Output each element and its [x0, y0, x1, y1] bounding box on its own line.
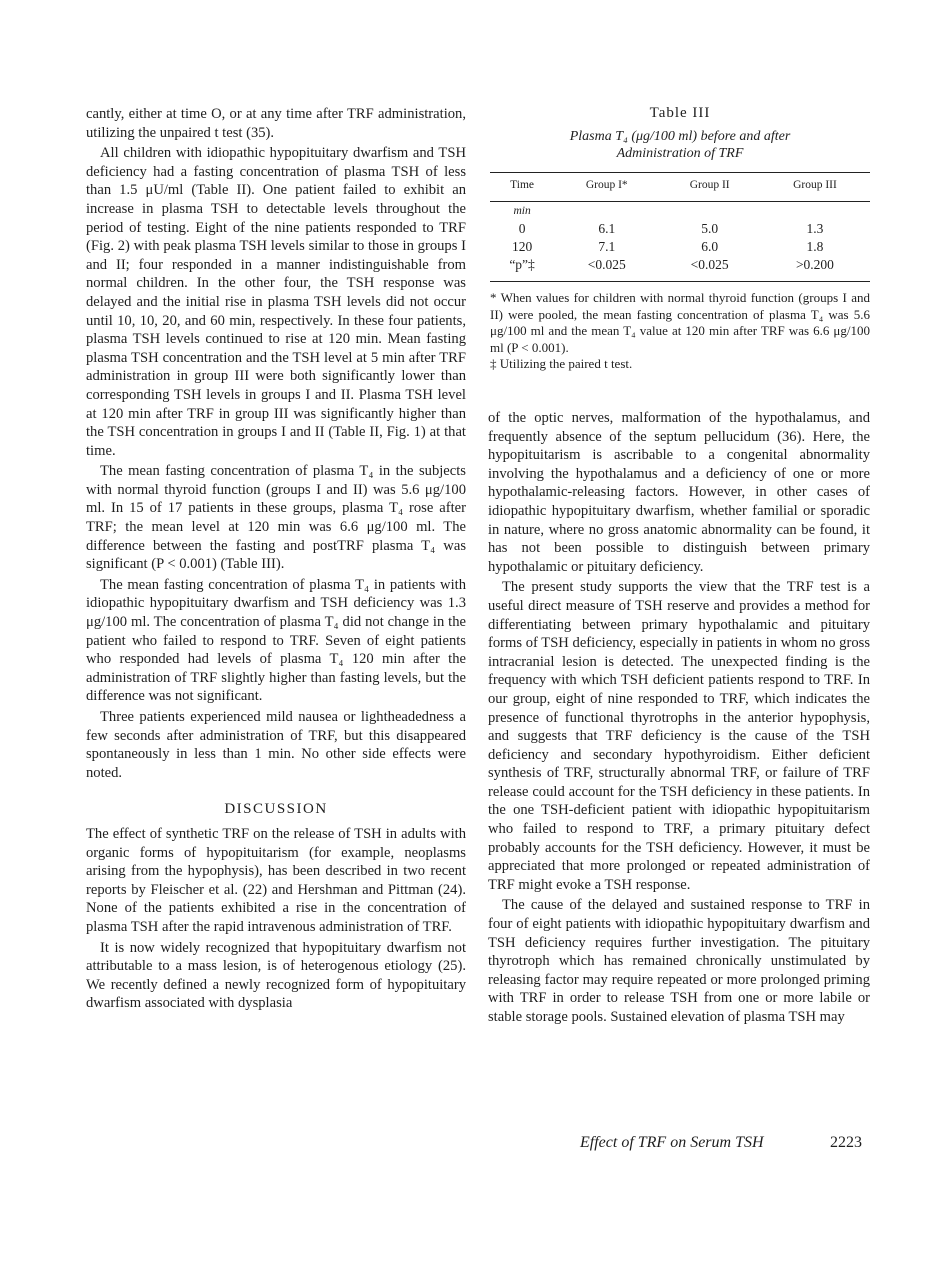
paragraph: The present study supports the view that the TRF test is a useful direct measure of TSH reserve and provides a method for differentiating between primary hypothalamic and pituitary forms of TSH deficiency, especially in patients in whom no gross intracranial lesion is detected. The unexpected finding is the frequency with which TSH deficient patients respond to TRF. In our group, eight of nine responded to TRF, which indicates the presence of functional thyrotrophs in the anterior hypophysis, and suggests that TRF deficiency is the cause of the TSH deficiency and secondary hypothyroidism. Either deficient synthesis of TRF, structurally abnormal TRF, or failure of TRF release could account for the TSH deficiency in these patients. In the one TSH-deficient patient with idiopathic hypopituitarism who failed to respond to TRF, a primary pituitary defect probably accounts for the TSH deficiency. However, it must be appreciated that more prolonged or repeated administration of TRF might evoke a TSH response. [488, 579, 870, 893]
table-cell: “p”‡ [490, 256, 554, 282]
data-table [490, 172, 870, 282]
table-row [490, 202, 870, 221]
column-header: Group III [760, 173, 870, 202]
table-cell: <0.025 [554, 256, 659, 282]
table-cell: 0 [518, 221, 526, 236]
paragraph: Three patients experienced mild nausea or lightheadedness a few seconds after administration of TRF, but this disappeared spontaneously in less than 1 min. No other side effects were noted. [86, 709, 466, 781]
page-number: 2223 [830, 1134, 862, 1151]
left-column [86, 105, 466, 1013]
column-header: Group II [659, 173, 759, 202]
paragraph: It is now widely recognized that hypopituitary dwarfism not attributable to a mass lesion, is of heterogenous etiology (25). We recently defined a newly recognized form of hypopituitary dwarfism associated with dysplasia [86, 939, 466, 1012]
paragraph: of the optic nerves, malformation of the hypothalamus, and frequently absence of the septum pellucidum (36). Here, the hypopituitarism is ascribable to a congenital abnormality involving the hypothalamus and a deficiency of one or more hypothalamic-releasing factors. However, in other cases of idiopathic hypopituitary dwarfism, whether familial or sporadic in nature, where no gross anatomic abnormality can be found, it has not been possible to distinguish between primary hypothalamic or pituitary deficiency. [488, 410, 870, 575]
table-row [490, 238, 870, 256]
table-caption-line1: Plasma T₄ (μg/100 ml) before and after [569, 129, 791, 144]
table-row [490, 220, 870, 238]
table-footnote: * When values for children with normal thyroid function (groups I and II) were pooled, the mean fasting concentration of plasma T₄ was 5.6 μg/100 ml and the mean T₄ value at 120 min after TRF was 6.6 μg/100 ml (P < 0.001). [490, 290, 870, 355]
table-caption-line2: Administration of TRF [616, 146, 744, 161]
paragraph: cantly, either at time O, or at any time after TRF administration, utilizing the unpaired t test (35). [86, 106, 466, 141]
paragraph: All children with idiopathic hypopituitary dwarfism and TSH deficiency had a fasting concentration of plasma TSH of less than 1.5 μU/ml (Table II). One patient failed to exhibit an increase in plasma TSH to detectable levels throughout the period of testing. Eight of the nine patients responded to TRF (Fig. 2) with peak plasma TSH levels similar to those in groups I and II; four responded in a manner indistinguishable from normal children. In the other four, the TSH response was delayed and the initial rise in plasma TSH levels did not occur until 10, 10, 20, and 60 min, respectively. In these four patients, plasma TSH levels continued to rise at 120 min. Mean fasting plasma TSH concentration and the TSH level at 5 min after TRF administration in group III were both significantly lower than corresponding TSH levels in groups I and II. Plasma TSH level at 120 min after TRF in group III was significantly higher than the TSH concentration in groups I and II (Table II, Fig. 1) at that time. [86, 145, 466, 459]
table-header-row [490, 173, 870, 202]
table-cell: 1.8 [806, 239, 824, 254]
right-column [488, 409, 870, 1027]
table-footnote: ‡ Utilizing the paired t test. [490, 356, 633, 372]
table-title: Table III [649, 105, 711, 121]
table-cell: 120 [511, 239, 533, 254]
table-cell: 5.0 [701, 221, 719, 236]
paragraph: The cause of the delayed and sustained response to TRF in four of eight patients with idiopathic hypopituitary dwarfism and TSH deficiency requires further investigation. The pituitary thyrotroph which has remained chronically unstimulated by releasing factor may require repeated or more prolonged priming with TRF in order to release TSH from one or more labile or stable storage pools. Sustained elevation of plasma TSH may [488, 897, 870, 1025]
paragraph: The effect of synthetic TRF on the release of TSH in adults with organic forms of hypopituitarism (for example, neoplasms arising from the hypophysis), has been described in two recent reports by Fleischer et al. (22) and Hershman and Pittman (24). None of the patients exhibited a rise in the concentration of plasma TSH after the rapid intravenous administration of TRF. [86, 825, 466, 935]
table-cell: 7.1 [598, 239, 616, 254]
table-cell: 6.0 [701, 239, 719, 254]
table-cell: >0.200 [760, 256, 870, 282]
table-cell: 1.3 [806, 221, 824, 236]
running-title: Effect of TRF on Serum TSH [580, 1134, 764, 1151]
column-header: Group I* [554, 173, 659, 202]
table-footnotes [490, 290, 870, 373]
column-header: Time [490, 173, 554, 202]
unit-label: min [513, 205, 531, 217]
table-cell: <0.025 [659, 256, 759, 282]
table-caption [490, 128, 870, 162]
table-row [490, 256, 870, 282]
paragraph: The mean fasting concentration of plasma T₄ in the subjects with normal thyroid function (groups I and II) was 5.6 μg/100 ml. In 15 of 17 patients in these groups, plasma T₄ rose after TRF; the mean level at 120 min was 6.6 μg/100 ml. The difference between the fasting and postTRF plasma T₄ was significant (P < 0.001) (Table III). [86, 463, 466, 573]
paragraph: The mean fasting concentration of plasma T₄ in patients with idiopathic hypopituitary dwarfism and TSH deficiency was 1.3 μg/100 ml. The concentration of plasma T₄ did not change in the patient who failed to respond to TRF. Seven of eight patients who responded had levels of plasma T₄ 120 min after the administration of TRF slightly higher than fasting levels, but the difference was not significant. [86, 576, 466, 705]
table-cell: 6.1 [598, 221, 616, 236]
table-block [490, 105, 870, 373]
section-heading: DISCUSSION [224, 801, 328, 818]
